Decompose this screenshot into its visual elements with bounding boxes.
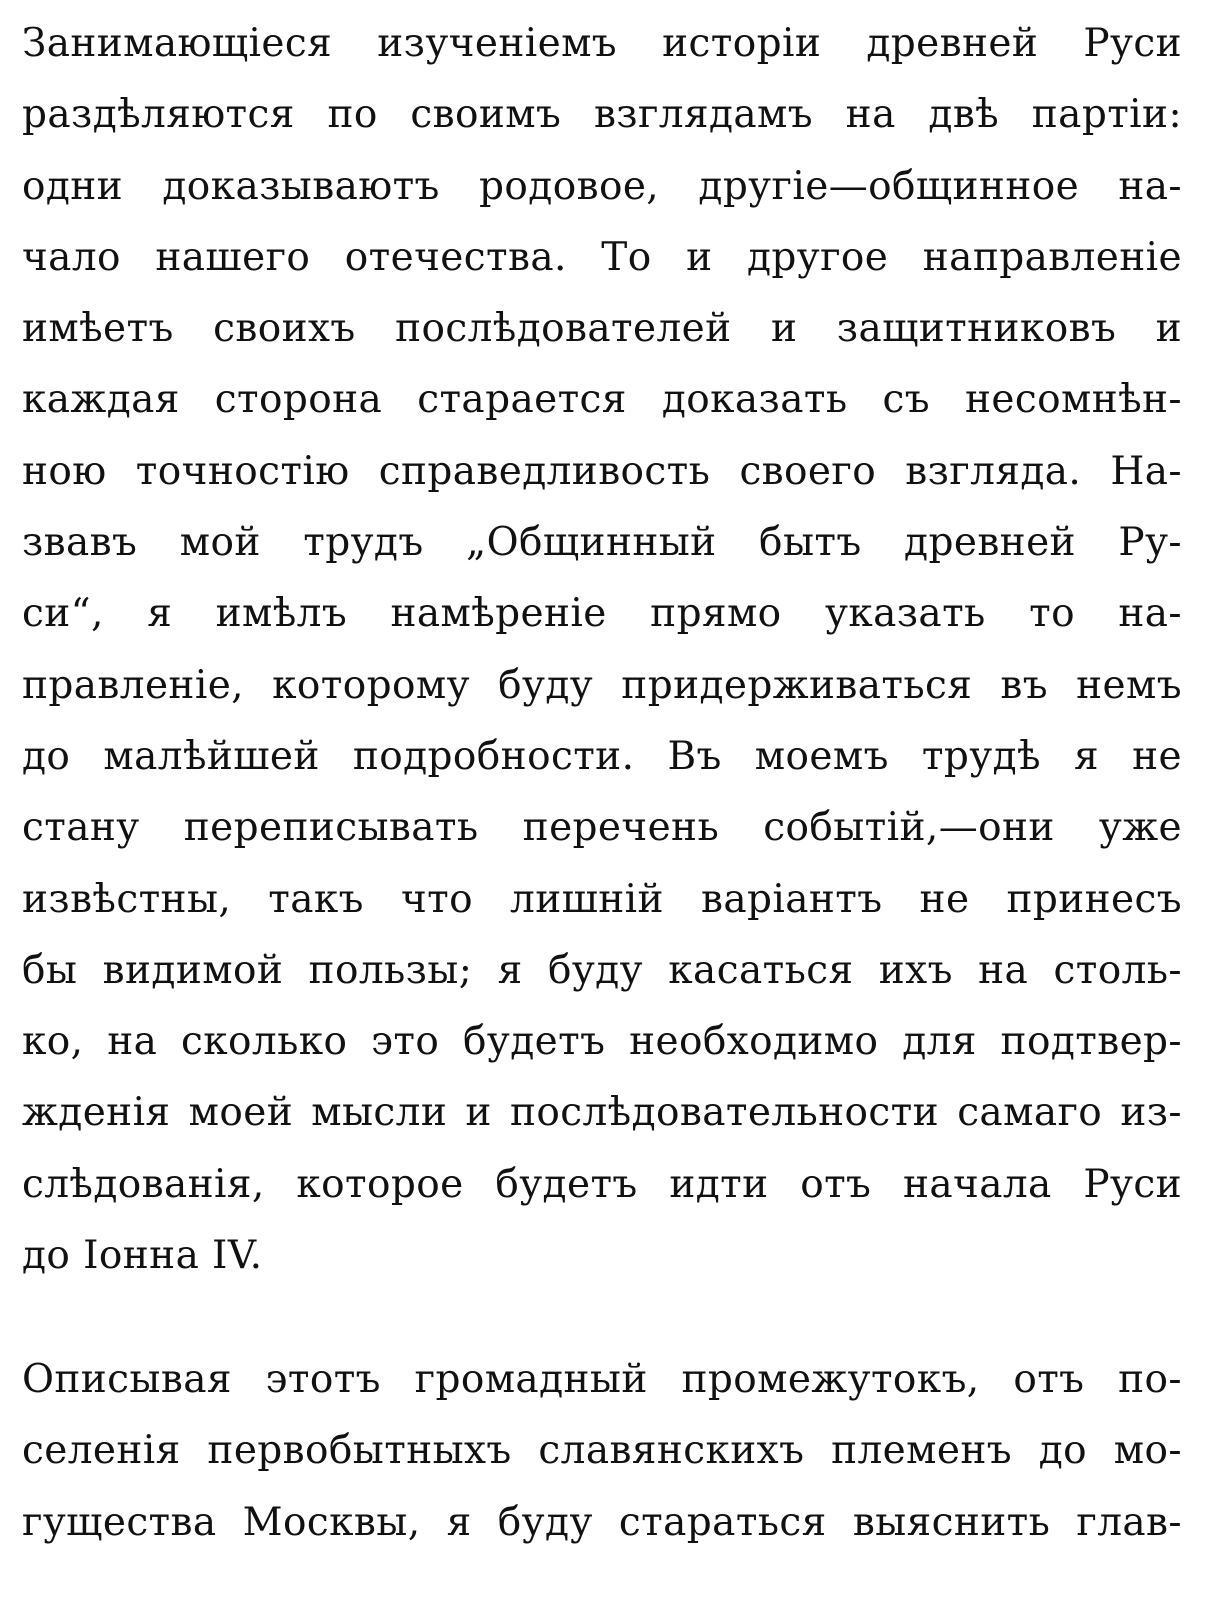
- paragraph-2: [22, 1344, 1182, 1558]
- text-line: чало нашего отечества. То и другое направленіе: [22, 234, 1182, 280]
- text-line: одни доказываютъ родовое, другіе—общинное на-: [22, 163, 1182, 209]
- text-line: раздѣляются по своимъ взглядамъ на двѣ партіи:: [22, 92, 1182, 138]
- text-line: Занимающіеся изученіемъ исторіи древней Руси: [22, 21, 1182, 66]
- text-line: си“, я имѣлъ намѣреніе прямо указать то на-: [22, 591, 1182, 637]
- text-line: правленіе, которому буду придерживаться въ немъ: [22, 662, 1182, 708]
- text-line: гущества Москвы, я буду стараться выяснить глав-: [22, 1499, 1182, 1545]
- text-line: слѣдованія, которое будетъ идти отъ начала Руси: [22, 1161, 1182, 1207]
- text-line: ко, на сколько это будетъ необходимо для подтвер-: [22, 1019, 1182, 1065]
- text-line: имѣетъ своихъ послѣдователей и защитниковъ и: [22, 306, 1182, 352]
- paragraph-1: [22, 8, 1182, 1291]
- text-line: бы видимой пользы; я буду касаться ихъ на столь-: [22, 947, 1182, 993]
- text-line: жденія моей мысли и послѣдовательности самаго из-: [22, 1090, 1182, 1136]
- text-line: селенія первобытныхъ славянскихъ племенъ до мо-: [22, 1428, 1182, 1474]
- text-line: каждая сторона старается доказать съ несомнѣн-: [22, 377, 1182, 423]
- text-line: до Іонна IV.: [22, 1233, 263, 1279]
- text-line: извѣстны, такъ что лишній варіантъ не принесъ: [22, 876, 1182, 922]
- text-line: ною точностію справедливость своего взгляда. На-: [22, 448, 1182, 494]
- text-line: Описывая этотъ громадный промежутокъ, отъ по-: [22, 1357, 1182, 1402]
- text-line: стану переписывать перечень событій,—они уже: [22, 805, 1182, 851]
- text-line: до малѣйшей подробности. Въ моемъ трудѣ я не: [22, 733, 1182, 779]
- text-line: звавъ мой трудъ „Общинный бытъ древней Ру-: [22, 520, 1182, 566]
